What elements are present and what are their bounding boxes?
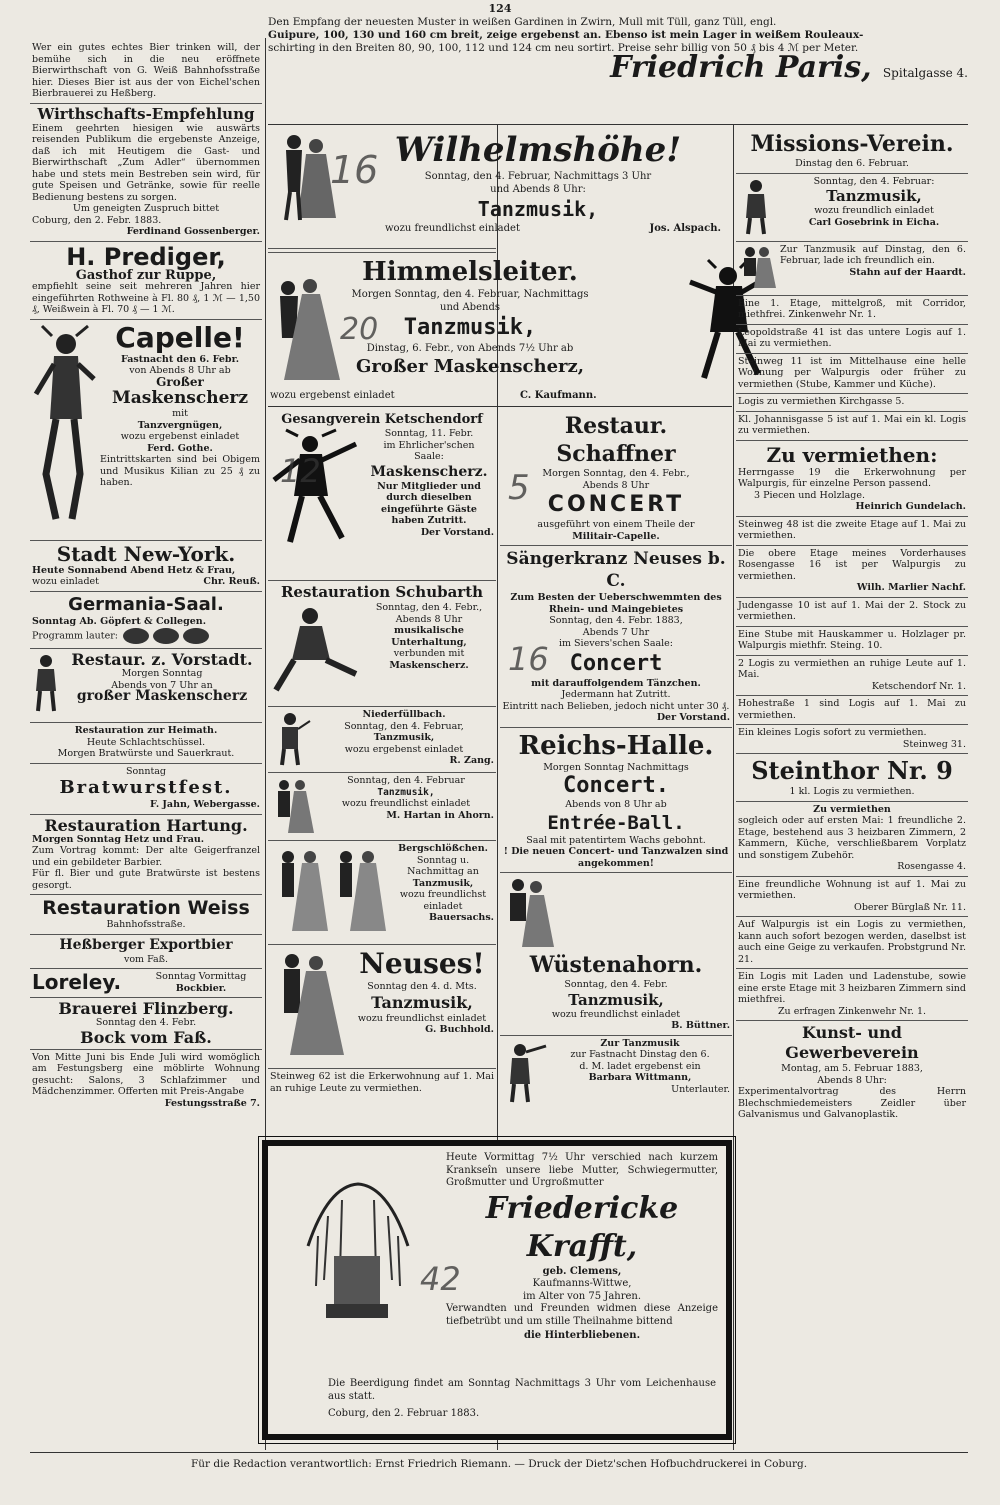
prediger-text: empfiehlt seine seit mehreren Jahren hier eingeführten Rothweine à Fl. 80 ₰, 1 ℳ — 1,50 ₰, Weißwein à Fl. 70 ₰ — 1 ℳ. xyxy=(32,281,260,315)
wilhelm-l1: Sonntag, den 4. Februar, Nachmittags 3 Uhr xyxy=(424,171,652,182)
bergschl-ad xyxy=(268,841,496,945)
capelle-title: Capelle! xyxy=(115,320,245,354)
niederfuell-l3: wozu ergebenst einladet xyxy=(344,743,464,755)
prediger-sub: Gasthof zur Ruppe, xyxy=(75,267,217,283)
vorstadt-l3: großer Maskenscherz xyxy=(76,688,248,704)
pencil-mark: 42 xyxy=(420,1260,461,1298)
death-name: Friedericke Krafft, xyxy=(485,1190,679,1264)
ketsch-l1: Sonntag, 11. Febr. xyxy=(384,428,474,439)
reichs-title: Reichs-Halle. xyxy=(518,730,714,761)
marlier-text: Die obere Etage meines Vorderhauses Rosengasse 16 ist per Walpurgis zu vermiethen. xyxy=(738,547,966,582)
hartung-text2: Für fl. Bier und gute Bratwürste ist bestens gesorgt. xyxy=(32,868,260,891)
heimath-ad xyxy=(30,723,262,764)
zuverm-sig: Heinrich Gundelach. xyxy=(855,501,966,512)
gardinen-line2: Guipure, 100, 130 und 160 cm breit, zeige ergebenst an. Ebenso ist mein Lager in weißem Rouleaux- xyxy=(268,29,864,41)
couple-waltz-figure xyxy=(502,877,554,949)
wirthschaft-sub: Um geneigten Zuspruch bittet xyxy=(72,203,220,214)
saenger-l8: Eintritt nach Belieben, jedoch nicht unter 30 ₰. xyxy=(502,700,730,712)
wirthschaft-sig: Ferdinand Gossenberger. xyxy=(126,226,260,237)
saenger-l6: mit darauffolgendem Tänzchen. xyxy=(531,677,701,689)
loreley-l1: Sonntag Vormittag xyxy=(155,971,247,982)
eicha-sig: Carl Gosebrink in Eicha. xyxy=(808,216,940,228)
wilhelm-l2: und Abends 8 Uhr: xyxy=(490,184,586,195)
kunst-l1: Montag, am 5. Februar 1883, xyxy=(781,1063,923,1074)
wilhelm-l4: wozu freundlichst einladet xyxy=(385,223,520,234)
newyork-sub: wozu einladet xyxy=(32,576,99,587)
hartung-title: Restauration Hartung. xyxy=(44,815,248,835)
wuesten-l1: Sonntag, den 4. Febr. xyxy=(564,979,668,990)
vorstadt-l2: Abends von 7 Uhr an xyxy=(111,679,213,691)
gardinen-line3: schirting in den Breiten 80, 90, 100, 112 und 124 cm neu sortirt. Preise sehr billig von 50 ₰ bis 4 ℳ per Meter. xyxy=(268,42,859,54)
stube-text: Eine Stube mit Hauskammer u. Holzlager pr. Walpurgis miethfr. Steing. 10. xyxy=(738,628,966,651)
himmel-footer xyxy=(270,390,597,401)
gardinen-line1: Den Empfang der neuesten Muster in weißen Gardinen in Zwirn, Mull mit Tüll, ganz Tüll, engl. xyxy=(268,16,777,28)
column-3 xyxy=(500,410,732,1095)
germania-title: Germania-Saal. xyxy=(68,593,224,615)
neuses-sig: G. Buchhold. xyxy=(425,1024,494,1035)
saenger-title: Sängerkranz Neuses b. C. xyxy=(506,549,726,591)
newyork-ad xyxy=(30,541,262,592)
haardt-sig: Stahn auf der Haardt. xyxy=(849,266,966,278)
leopold-ad xyxy=(736,325,968,354)
bier-text: Wer ein gutes echtes Bier trinken will, der bemühe sich in die neu eröffnete Bierwirthschaft von G. Weiß Bahnhofsstraße hier. Dieses Bier ist aus der von Eichel'schen Bierbrauerei zu Heßberg. xyxy=(32,42,260,99)
bergschl-l1: Sonntag u. Nachmittag an xyxy=(407,854,479,877)
himmel-text-block xyxy=(345,256,595,379)
wirthschaft-ad xyxy=(30,104,262,242)
death-sig: die Hinterbliebenen. xyxy=(523,1330,641,1341)
wuesten-l3: wozu freundlichst einladet xyxy=(551,1008,681,1020)
wittmann-l1: Zur Tanzmusik xyxy=(600,1037,680,1049)
laden-ad xyxy=(736,969,968,1021)
saenger-l1: Zum Besten der Ueberschwemmten des Rhein- und Maingebietes xyxy=(510,592,722,615)
loreley-details xyxy=(142,971,260,994)
klein-sig: Steinweg 31. xyxy=(902,738,966,750)
eicha-l1: Sonntag, den 4. Februar: xyxy=(813,175,935,187)
mission-title: Missions-Verein. xyxy=(750,131,954,157)
zuverm2-text: sogleich oder auf ersten Mai: 1 freundliche 2. Etage, bestehend aus 3 heizbaren Zimmern, 2 Kammern, Küche, verschließbarem Vorplatz und sonstigem Zubehör. xyxy=(738,815,966,861)
hessberger-sub: vom Faß. xyxy=(123,953,169,965)
prediger-ad xyxy=(30,242,262,320)
saenger-ad xyxy=(500,546,732,728)
zuverm2-ad xyxy=(736,802,968,877)
hessberger-ad xyxy=(30,935,262,970)
ketsch-l3: Saale: xyxy=(414,451,444,462)
capelle-l3: Großer xyxy=(156,374,204,389)
hartan-sig: M. Hartan in Ahorn. xyxy=(386,809,494,821)
hartung-ad xyxy=(30,815,262,896)
freund-text: Eine freundliche Wohnung ist auf 1. Mai zu vermiethen. xyxy=(738,878,966,901)
etage1-ad xyxy=(736,296,968,325)
weiss-ad xyxy=(30,895,262,935)
schaffner-l5: Militair-Capelle. xyxy=(572,530,660,542)
footer-imprint: Für die Redaction verantwortlich: Ernst Friedrich Riemann. — Druck der Dietz'schen Hofbuchdruckerei in Coburg. xyxy=(190,1458,808,1470)
death-funeral: Die Beerdigung findet am Sonntag Nachmittags 3 Uhr vom Leichenhause aus statt. xyxy=(328,1378,716,1402)
germania-sub: Programm lauter: xyxy=(32,630,118,642)
steinweg11-ad xyxy=(736,354,968,395)
jester-dance-figure xyxy=(270,430,360,550)
schaffner-l2: Abends 8 Uhr xyxy=(582,479,650,491)
gardinen-address: Spitalgasse 4. xyxy=(882,66,968,80)
himmel-title: Himmelsleiter. xyxy=(362,257,578,287)
steinweg11-text: Steinweg 11 ist im Mittelhause eine helle Wohnung per Walpurgis oder früher zu vermiethen (Stube, Kammer und Küche). xyxy=(738,355,966,390)
wittmann-ad xyxy=(500,1036,732,1109)
bratwurst-sig: F. Jahn, Webergasse. xyxy=(150,799,260,810)
marlier-sig: Wilh. Marlier Nachf. xyxy=(856,582,966,593)
neuses-l2: Tanzmusik, xyxy=(371,992,473,1012)
zuverm-l2: 3 Piecen und Holzlage. xyxy=(754,489,866,501)
haardt-ad xyxy=(736,242,968,296)
wirthschaft-date: Coburg, den 2. Febr. 1883. xyxy=(32,214,162,226)
reichs-ad xyxy=(500,728,732,874)
moebl-text: Von Mitte Juni bis Ende Juli wird womöglich am Festungsberg eine möblirte Wohnung gesucht: Salons, 3 Schlafzimmer und Mädchenzimmer. Offerten mit Preis-Angabe xyxy=(32,1051,260,1097)
jester-seated-figure xyxy=(270,604,360,694)
steinthor-ad xyxy=(736,754,968,802)
haardt-text: Zur Tanzmusik auf Dinstag, den 6. Februar, lade ich freundlich ein. xyxy=(780,243,966,266)
couple-small-figure xyxy=(270,777,314,835)
vorstadt-l1: Morgen Sonntag xyxy=(121,668,203,679)
wuesten-l2: Tanzmusik, xyxy=(568,990,664,1009)
fiddler-figure xyxy=(738,178,778,236)
bergschl-l2: Tanzmusik, xyxy=(412,877,474,889)
logis2-ad xyxy=(736,656,968,697)
saenger-l5: Concert xyxy=(569,650,663,676)
vorstadt-ad xyxy=(30,649,262,723)
kunst-ad xyxy=(736,1021,968,1124)
schubarth-title: Restauration Schubarth xyxy=(280,583,484,601)
eicha-l3: wozu freundlich einladet xyxy=(814,205,934,216)
germania-text: Sonntag Ab. Göpfert & Collegen. xyxy=(32,615,207,627)
neuses-l1: Sonntag den 4. d. Mts. xyxy=(367,981,477,992)
schubarth-ad xyxy=(268,581,496,707)
laden-text: Ein Logis mit Laden und Ladenstube, sowie eine erste Etage mit 3 heizbaren Zimmern sind miethfrei. xyxy=(738,971,966,1005)
juden-ad xyxy=(736,598,968,627)
zuverm2-sig: Rosengasse 4. xyxy=(897,861,966,872)
steinweg48-ad xyxy=(736,517,968,546)
kunst-title: Kunst- und Gewerbeverein xyxy=(785,1023,919,1062)
ketsch-title: Gesangverein Ketschendorf xyxy=(281,412,483,427)
neuses-l3: wozu freundlichst einladet xyxy=(357,1012,487,1024)
bergschl-l3: wozu freundlichst einladet xyxy=(399,889,487,912)
column-1 xyxy=(30,40,262,1450)
newyork-text: Heute Sonnabend Abend Hetz & Frau, xyxy=(32,564,236,576)
logis2-sig: Ketschendorf Nr. 1. xyxy=(871,680,966,692)
column-4 xyxy=(736,128,968,1450)
heimath-l1: Heute Schlachtschüssel. xyxy=(86,736,206,748)
hohe-ad xyxy=(736,696,968,725)
wilhelm-text-block xyxy=(345,130,731,235)
weiss-title: Restauration Weiss xyxy=(42,897,250,919)
jester-figure xyxy=(32,653,60,713)
wirthschaft-text: Einem geehrten hiesigen wie auswärts reisenden Publikum die ergebenste Anzeige, daß ich mit Heutigem die Gast- und Bierwirthschaft „Zum Adler“ übernommen habe und stets mein Bestreben sein wird, für gute Speisen und Getränke, sowie für reelle Bedienung bestens zu sorgen. xyxy=(32,122,260,203)
capelle-ad xyxy=(30,320,262,541)
saenger-l4: im Sievers'schen Saale: xyxy=(558,638,674,649)
germania-ad xyxy=(30,592,262,650)
pencil-mark: 16 xyxy=(330,148,379,192)
loreley-title: Loreley. xyxy=(32,969,122,994)
geige-text: Auf Walpurgis ist ein Logis zu vermiethen, kann auch sofort bezogen werden, daselbst ist auch eine Geige zu verkaufen. Probstgrund Nr. 21. xyxy=(738,919,966,965)
neuses-ad xyxy=(268,945,496,1069)
eicha-ad xyxy=(736,174,968,242)
wuesten-ad xyxy=(500,873,732,1036)
moebl-sig: Festungsstraße 7. xyxy=(164,1097,260,1109)
loreley-l2: Bockbier. xyxy=(175,982,227,994)
johannis-ad xyxy=(736,412,968,441)
flinzberg-sub: Sonntag den 4. Febr. xyxy=(95,1017,197,1028)
schaffner-title: Restaur. Schaffner xyxy=(556,413,676,467)
heimath-title: Restauration zur Heimath. xyxy=(74,725,218,736)
niederfuell-l2: Tanzmusik, xyxy=(373,732,435,743)
mission-sub: Dinstag den 6. Februar. xyxy=(795,158,909,169)
hessberger-title: Heßberger Exportbier xyxy=(59,936,233,953)
himmel-sig: C. Kaufmann. xyxy=(520,390,597,401)
schubarth-l3: verbunden mit xyxy=(393,648,465,659)
himmel-l1: Morgen Sonntag, den 4. Februar, Nachmittags xyxy=(351,289,589,300)
dancing-couple-figure xyxy=(270,132,340,222)
schaffner-ad xyxy=(500,410,732,546)
capelle-l5: mit xyxy=(172,408,188,419)
reichs-l6: ! Die neuen Concert- und Tanzwalzen sind angekommen! xyxy=(503,846,729,869)
hartan-l1: Sonntag, den 4. Februar xyxy=(347,775,465,786)
hartan-l2: Tanzmusik, xyxy=(377,786,435,798)
heimath-l2: Morgen Bratwürste und Sauerkraut. xyxy=(57,748,235,759)
pencil-mark: 16 xyxy=(508,640,549,678)
reichs-l1: Morgen Sonntag Nachmittags xyxy=(543,761,689,773)
ketsch-l5: Nur Mitglieder und durch dieselben eingeführte Gäste haben Zutritt. xyxy=(377,480,481,526)
saenger-l3: Abends 7 Uhr xyxy=(582,626,650,638)
marlier-ad xyxy=(736,546,968,598)
ketsch-ad xyxy=(268,410,496,581)
stube-ad xyxy=(736,627,968,656)
wilhelm-sig: Jos. Alspach. xyxy=(649,223,721,234)
wilhelm-l3: Tanzmusik, xyxy=(477,197,599,221)
trumpeter-figure xyxy=(502,1040,546,1104)
pencil-mark: 12 xyxy=(280,452,321,490)
himmel-l3: Tanzmusik, xyxy=(403,315,537,340)
reichs-l4: Entrée-Ball. xyxy=(547,811,685,834)
zuverm-title: Zu vermiethen: xyxy=(766,442,938,467)
reichs-l5: Saal mit patentirtem Wachs gebohnt. xyxy=(526,834,706,846)
wittmann-l2: zur Fastnacht Dinstag den 6. xyxy=(570,1049,710,1060)
wuesten-sig: B. Büttner. xyxy=(671,1020,730,1031)
footer-rule xyxy=(30,1452,968,1453)
eicha-l2: Tanzmusik, xyxy=(826,187,922,205)
neuses-title: Neuses! xyxy=(359,947,485,980)
hohe-text: Hohestraße 1 sind Logis auf 1. Mai zu vermiethen. xyxy=(738,698,966,721)
newyork-title: Stadt New-York. xyxy=(56,541,236,566)
ketsch-l4: Maskenscherz. xyxy=(370,463,488,480)
steinthor-sub: 1 kl. Logis zu vermiethen. xyxy=(789,786,915,797)
waltz-couple-figure xyxy=(270,949,346,1059)
wilhelm-title: Wilhelmshöhe! xyxy=(394,130,682,170)
pencil-mark: 20 xyxy=(340,312,379,347)
bier-ad xyxy=(30,40,262,104)
loreley-ad xyxy=(30,969,262,998)
death-notice xyxy=(262,1140,732,1440)
himmel-l4: Dinstag, 6. Febr., von Abends 7½ Uhr ab xyxy=(366,343,574,354)
kirch-ad xyxy=(736,394,968,412)
hartung-l1: Morgen Sonntag Hetz und Frau. xyxy=(32,833,205,845)
himmel-l6: wozu ergebenst einladet xyxy=(270,390,395,401)
violinist-figure xyxy=(270,711,310,767)
wittmann-sub: Unterlauter. xyxy=(671,1083,730,1095)
hartan-ad xyxy=(268,773,496,841)
rule-h-wilhelm xyxy=(268,252,496,253)
niederfuell-title: Niederfüllbach. xyxy=(362,709,446,720)
newyork-sig: Chr. Reuß. xyxy=(203,576,260,587)
etage1-text: Eine 1. Etage, mittelgroß, mit Corridor, miethfrei. Zinkenwehr Nr. 1. xyxy=(738,297,966,320)
ball-couple-figure xyxy=(268,276,343,386)
wittmann-l3: d. M. ladet ergebenst ein xyxy=(579,1060,701,1072)
capelle-text: Eintrittskarten sind bei Obigem und Musikus Kilian zu 25 ₰ zu haben. xyxy=(100,454,260,488)
wuesten-title: Wüstenahorn. xyxy=(529,952,703,978)
death-text2: Verwandten und Freunden widmen diese Anzeige tiefbetrübt und um stille Theilnahme bittend xyxy=(446,1303,718,1327)
steinweg62-ad xyxy=(268,1069,496,1097)
capelle-l2: von Abends 8 Uhr ab xyxy=(129,365,231,376)
leopold-text: Leopoldstraße 41 ist das untere Logis auf 1. Mai zu vermiethen. xyxy=(738,326,966,349)
niederfuell-l1: Sonntag, den 4. Februar, xyxy=(344,720,464,732)
capelle-l4: Maskenscherz xyxy=(111,388,249,408)
freund-sig: Oberer Bürglaß Nr. 11. xyxy=(854,901,966,913)
masks-icon xyxy=(121,627,211,645)
dancers-small-figure xyxy=(738,246,776,290)
bergschl-title: Bergschlößchen. xyxy=(398,843,488,854)
hartung-text: Zum Vortrag kommt: Der alte Geigerfranzel und ein gebildeter Barbier. xyxy=(32,845,260,868)
johannis-text: Kl. Johannisgasse 5 ist auf 1. Mai ein kl. Logis zu vermiethen. xyxy=(738,413,966,436)
kirch-text: Logis zu vermiethen Kirchgasse 5. xyxy=(738,396,905,407)
rule-h-himmel xyxy=(268,406,732,407)
capelle-l6: Tanzvergnügen, xyxy=(137,419,223,431)
himmel-l5: Großer Maskenscherz, xyxy=(355,356,585,377)
zuverm-ad xyxy=(736,441,968,517)
saenger-sig: Der Vorstand. xyxy=(656,712,730,723)
gravestone-willow-figure xyxy=(298,1176,416,1326)
prediger-title: H. Prediger, xyxy=(66,242,226,271)
reichs-l2: Concert. xyxy=(563,773,669,798)
dancing-group-figure xyxy=(270,845,388,935)
pencil-mark: 5 xyxy=(508,468,530,508)
page-number: 124 xyxy=(488,2,512,15)
bratwurst-title: Bratwurstfest. xyxy=(59,777,233,798)
gardinen-ad xyxy=(268,16,968,125)
saenger-l2: Sonntag, den 4. Febr. 1883, xyxy=(549,615,683,626)
freund-ad xyxy=(736,877,968,918)
harlequin-figure xyxy=(32,324,96,524)
capelle-sig: Ferd. Gothe. xyxy=(147,442,213,454)
klein-ad xyxy=(736,725,968,754)
germania-sub-line xyxy=(32,627,260,645)
capelle-l1: Fastnacht den 6. Febr. xyxy=(120,353,240,365)
niederfuell-ad xyxy=(268,707,496,773)
schaffner-l4: ausgeführt von einem Theile der xyxy=(537,519,695,530)
bratwurst-pre: Sonntag xyxy=(125,765,167,777)
flinzberg-title: Brauerei Flinzberg. xyxy=(58,999,234,1018)
schubarth-l4: Maskenscherz. xyxy=(389,659,469,671)
mission-ad xyxy=(736,128,968,174)
wittmann-sig: Barbara Wittmann, xyxy=(588,1072,692,1083)
zuverm2-title: Zu vermiethen xyxy=(813,803,891,815)
steinweg48-text: Steinweg 48 ist die zweite Etage auf 1. Mai zu vermiethen. xyxy=(738,518,966,541)
ketsch-sig: Der Vorstand. xyxy=(420,526,494,538)
schubarth-l2: musikalische Unterhaltung, xyxy=(391,625,467,648)
kunst-text: Experimentalvortrag des Herrn Blechschmiedemeisters Zeidler über Galvanismus und Galvanoplastik. xyxy=(738,1086,966,1120)
death-text: Heute Vormittag 7½ Uhr verschied nach kurzem Krankseîn unsere liebe Mutter, Schwiegermutter, Großmutter und Urgroßmutter xyxy=(446,1152,718,1188)
niederfuell-sig: R. Zang. xyxy=(449,755,494,766)
ketsch-l2: im Ehrlicher'schen xyxy=(383,439,475,451)
weiss-sub: Bahnhofsstraße. xyxy=(106,919,186,930)
moebl-ad xyxy=(30,1050,262,1113)
schaffner-l3: CONCERT xyxy=(547,492,685,517)
death-l2: Kaufmanns-Wittwe, xyxy=(532,1278,632,1289)
flinzberg-title2: Bock vom Faß. xyxy=(80,1027,212,1047)
kunst-l2: Abends 8 Uhr: xyxy=(817,1074,887,1086)
death-date: Coburg, den 2. Februar 1883. xyxy=(328,1408,480,1419)
reichs-l3: Abends von 8 Uhr ab xyxy=(565,799,667,810)
zuverm-text: Herrngasse 19 die Erkerwohnung per Walpurgis, für einzelne Person passend. xyxy=(738,466,966,489)
flinzberg-ad xyxy=(30,998,262,1050)
geige-ad xyxy=(736,917,968,969)
juden-text: Judengasse 10 ist auf 1. Mai der 2. Stock zu vermiethen. xyxy=(738,599,966,622)
death-l3: im Alter von 75 Jahren. xyxy=(522,1290,642,1302)
capelle-l7: wozu ergebenst einladet xyxy=(120,431,240,442)
schubarth-l1: Sonntag, den 4. Febr., Abends 8 Uhr xyxy=(375,602,483,625)
wilhelm-footer xyxy=(345,222,731,235)
steinthor-title: Steinthor Nr. 9 xyxy=(751,756,953,785)
vorstadt-title: Restaur. z. Vorstadt. xyxy=(71,650,253,669)
steinweg62-text: Steinweg 62 ist die Erkerwohnung auf 1. Mai an ruhige Leute zu vermiethen. xyxy=(270,1071,494,1094)
death-l1: geb. Clemens, xyxy=(542,1265,622,1277)
newyork-line xyxy=(32,576,260,588)
gardinen-signature: Friedrich Paris, xyxy=(610,50,872,85)
bratwurst-ad xyxy=(30,764,262,815)
hartan-l3: wozu freundlichst einladet xyxy=(341,798,471,809)
laden-sig: Zu erfragen Zinkenwehr Nr. 1. xyxy=(777,1005,927,1017)
saenger-l7: Jedermann hat Zutritt. xyxy=(561,689,671,700)
logis2-text: 2 Logis zu vermiethen an ruhige Leute auf 1. Mai. xyxy=(738,657,966,680)
bergschl-sig: Bauersachs. xyxy=(429,912,494,923)
wirthschaft-title: Wirthschafts-Empfehlung xyxy=(37,104,255,123)
schaffner-l1: Morgen Sonntag, den 4. Febr., xyxy=(542,468,690,479)
klein-text: Ein kleines Logis sofort zu vermiethen. xyxy=(738,727,927,738)
himmel-l2: und Abends xyxy=(440,302,500,313)
